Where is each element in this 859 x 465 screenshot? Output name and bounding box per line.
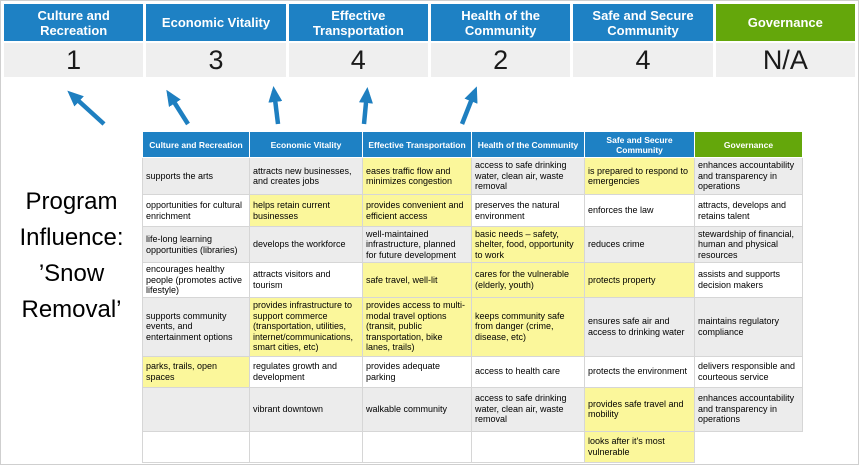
matrix-cell: regulates growth and development <box>250 356 363 387</box>
program-influence-label: Program Influence: ’Snow Removal’ <box>19 188 124 323</box>
matrix-cell: safe travel, well-lit <box>363 263 472 298</box>
matrix-cell: access to safe drinking water, clean air, waste removal <box>472 387 585 431</box>
matrix-cell: provides infrastructure to support commerce (transportation, utilities, internet/communications, smart cities, etc) <box>250 297 363 356</box>
matrix-cell <box>143 431 250 462</box>
matrix-cell: vibrant downtown <box>250 387 363 431</box>
matrix-header-2: Effective Transportation <box>363 132 472 158</box>
score-value-2: 4 <box>289 43 428 77</box>
matrix-row-5 <box>143 356 803 387</box>
matrix-cell: provides access to multi-modal travel options (transit, public transportation, bike lanes, trails) <box>363 297 472 356</box>
arrow-up-icon <box>462 91 475 124</box>
matrix-cell: maintains regulatory compliance <box>695 297 803 356</box>
matrix-header-row <box>143 132 803 158</box>
scoreboard-header-2: Effective Transportation <box>289 4 428 41</box>
arrow-up-icon <box>169 94 188 124</box>
matrix-row-7 <box>143 431 803 462</box>
matrix-cell: parks, trails, open spaces <box>143 356 250 387</box>
matrix-cell: enhances accountability and transparency in operations <box>695 387 803 431</box>
scoreboard-header-0: Culture and Recreation <box>4 4 143 41</box>
matrix-row-4 <box>143 297 803 356</box>
matrix-cell: supports community events, and entertainment options <box>143 297 250 356</box>
matrix-cell: develops the workforce <box>250 227 363 263</box>
scoreboard <box>4 4 855 77</box>
matrix-cell: eases traffic flow and minimizes congestion <box>363 158 472 195</box>
matrix-cell <box>143 387 250 431</box>
score-value-4: 4 <box>573 43 712 77</box>
matrix-cell: assists and supports decision makers <box>695 263 803 298</box>
influence-arrows <box>1 79 541 131</box>
matrix-cell: delivers responsible and courteous service <box>695 356 803 387</box>
arrow-up-icon <box>274 91 278 124</box>
matrix-body <box>143 158 803 463</box>
matrix-cell: ensures safe air and access to drinking water <box>585 297 695 356</box>
matrix-row-3 <box>143 263 803 298</box>
matrix-header-0: Culture and Recreation <box>143 132 250 158</box>
matrix-cell: encourages healthy people (promotes active lifestyle) <box>143 263 250 298</box>
matrix-cell: attracts new businesses, and creates jobs <box>250 158 363 195</box>
matrix-cell: keeps community safe from danger (crime, disease, etc) <box>472 297 585 356</box>
matrix-cell: protects property <box>585 263 695 298</box>
matrix-cell: opportunities for cultural enrichment <box>143 195 250 227</box>
matrix-cell: stewardship of financial, human and physical resources <box>695 227 803 263</box>
matrix-cell <box>250 431 363 462</box>
scoreboard-header-row <box>4 4 855 41</box>
matrix-cell: protects the environment <box>585 356 695 387</box>
matrix-cell: enhances accountability and transparency in operations <box>695 158 803 195</box>
matrix-cell: provides adequate parking <box>363 356 472 387</box>
matrix-cell: preserves the natural environment <box>472 195 585 227</box>
matrix-cell: reduces crime <box>585 227 695 263</box>
matrix-cell: is prepared to respond to emergencies <box>585 158 695 195</box>
matrix-row-6 <box>143 387 803 431</box>
matrix-header-1: Economic Vitality <box>250 132 363 158</box>
score-value-1: 3 <box>146 43 285 77</box>
influence-matrix <box>142 131 803 463</box>
matrix-cell: provides safe travel and mobility <box>585 387 695 431</box>
scoreboard-score-row <box>4 43 855 77</box>
matrix-row-0 <box>143 158 803 195</box>
scoreboard-header-5: Governance <box>716 4 855 41</box>
matrix-cell <box>472 431 585 462</box>
matrix-cell: cares for the vulnerable (elderly, youth) <box>472 263 585 298</box>
matrix-cell: looks after it's most vulnerable <box>585 431 695 462</box>
score-value-5: N/A <box>716 43 855 77</box>
matrix-cell: access to health care <box>472 356 585 387</box>
arrow-up-icon <box>364 92 367 124</box>
matrix-cell: enforces the law <box>585 195 695 227</box>
arrow-up-icon <box>71 94 104 124</box>
matrix-row-2 <box>143 227 803 263</box>
matrix-cell: attracts, develops and retains talent <box>695 195 803 227</box>
scoreboard-header-1: Economic Vitality <box>146 4 285 41</box>
matrix-cell: access to safe drinking water, clean air, waste removal <box>472 158 585 195</box>
matrix-cell: walkable community <box>363 387 472 431</box>
matrix-cell: life-long learning opportunities (libraries) <box>143 227 250 263</box>
score-value-3: 2 <box>431 43 570 77</box>
matrix-header-5: Governance <box>695 132 803 158</box>
matrix-cell: well-maintained infrastructure, planned for future development <box>363 227 472 263</box>
matrix-header-4: Safe and Secure Community <box>585 132 695 158</box>
matrix-cell <box>695 431 803 462</box>
matrix-header-3: Health of the Community <box>472 132 585 158</box>
matrix-row-1 <box>143 195 803 227</box>
matrix-cell: helps retain current businesses <box>250 195 363 227</box>
matrix-cell: basic needs – safety, shelter, food, opportunity to work <box>472 227 585 263</box>
score-value-0: 1 <box>4 43 143 77</box>
scoreboard-header-4: Safe and Secure Community <box>573 4 712 41</box>
matrix-cell: attracts visitors and tourism <box>250 263 363 298</box>
scoreboard-header-3: Health of the Community <box>431 4 570 41</box>
matrix-cell <box>363 431 472 462</box>
matrix-cell: provides convenient and efficient access <box>363 195 472 227</box>
matrix-cell: supports the arts <box>143 158 250 195</box>
